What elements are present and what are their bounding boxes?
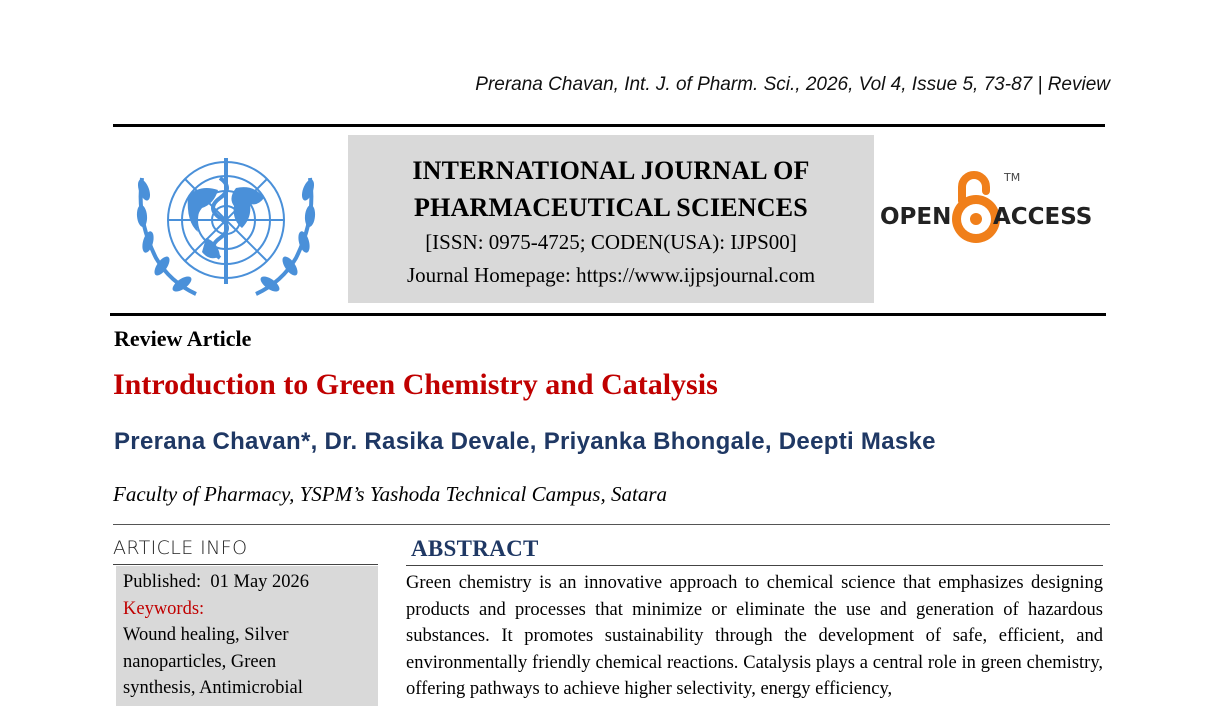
keywords-line-1: Wound healing, Silver xyxy=(123,625,289,645)
header-top-rule xyxy=(113,124,1105,127)
journal-homepage: Journal Homepage: https://www.ijpsjournal.com xyxy=(406,263,816,287)
journal-title-line-2: PHARMACEUTICAL SCIENCES xyxy=(414,193,808,222)
abstract-body: Green chemistry is an innovative approach to chemical science that emphasizes designing products and processes that minimize or eliminate the use and generation of hazardous substances. It promotes sustainability through the development of safe, efficient, and environmentally friendly chemical reactions. Catalysis plays a central role in green chemistry, offering pathways to achieve higher selectivity, energy efficiency, xyxy=(406,573,1103,699)
journal-title-line-1: INTERNATIONAL JOURNAL OF xyxy=(412,156,810,185)
section-divider xyxy=(113,524,1110,525)
journal-masthead xyxy=(348,135,874,303)
published-date: 01 May 2026 xyxy=(210,572,310,592)
affiliation: Faculty of Pharmacy, YSPM’s Yashoda Technical Campus, Satara xyxy=(113,482,667,506)
article-title: Introduction to Green Chemistry and Catalysis xyxy=(113,368,718,401)
article-info-rule xyxy=(113,564,378,565)
keywords-label: Keywords: xyxy=(123,598,205,619)
un-emblem-logo xyxy=(128,138,324,306)
published-label: Published: xyxy=(123,572,202,592)
author-list: Prerana Chavan*, Dr. Rasika Devale, Priyanka Bhongale, Deepti Maske xyxy=(114,428,936,455)
open-access-open-text: OPEN xyxy=(880,204,952,230)
abstract-rule xyxy=(406,565,1103,566)
journal-title xyxy=(348,152,874,226)
open-access-logo xyxy=(880,163,1106,253)
article-type: Review Article xyxy=(114,326,252,351)
keywords-line-2: nanoparticles, Green xyxy=(123,651,277,672)
published-row xyxy=(123,569,371,596)
article-info-heading: ARTICLE INFO xyxy=(113,537,248,559)
article-info-box xyxy=(116,566,378,706)
header-bottom-rule xyxy=(110,313,1106,316)
abstract-heading: ABSTRACT xyxy=(411,536,539,561)
citation-line: Prerana Chavan, Int. J. of Pharm. Sci., 2026, Vol 4, Issue 5, 73-87 | Review xyxy=(475,74,1110,95)
journal-issn: [ISSN: 0975-4725; CODEN(USA): IJPS00] xyxy=(425,230,797,254)
keywords-line-3: synthesis, Antimicrobial xyxy=(123,678,303,698)
open-access-access-text: ACCESS xyxy=(993,204,1093,230)
trademark-mark: TM xyxy=(1004,171,1021,184)
